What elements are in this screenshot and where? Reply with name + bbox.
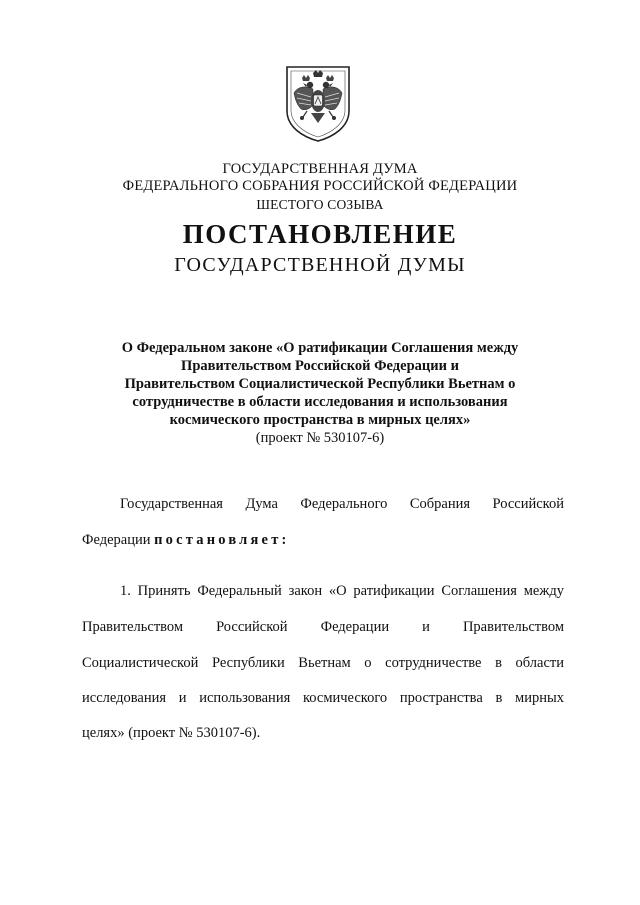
document-subject	[0, 339, 640, 447]
item-1-line: 1. Принять Федеральный закон «О ратификации Соглашения между	[120, 583, 564, 599]
document-type-subtitle: ГОСУДАРСТВЕННОЙ ДУМЫ	[174, 254, 466, 276]
russian-coat-of-arms-icon	[283, 63, 353, 143]
subject-line: Правительством Социалистической Республики Вьетнам о	[124, 376, 516, 392]
item-1-paragraph-cont	[82, 689, 564, 707]
resolves-keyword: постановляет:	[154, 532, 290, 548]
preamble-paragraph	[82, 495, 564, 513]
subject-line: О Федеральном законе «О ратификации Соглашения между	[121, 340, 519, 356]
item-1-paragraph-cont	[82, 724, 564, 742]
preamble-line: Государственная Дума Федерального Собрания Российской	[120, 496, 564, 512]
preamble-federation: Федерации	[82, 532, 151, 548]
subject-line: сотрудничестве в области исследования и использования	[132, 394, 508, 410]
convocation: ШЕСТОГО СОЗЫВА	[256, 197, 384, 212]
subject-line: космического пространства в мирных целях»	[169, 412, 471, 428]
project-number: (проект № 530107-6)	[255, 430, 385, 446]
issuing-body-full-name: ФЕДЕРАЛЬНОГО СОБРАНИЯ РОССИЙСКОЙ ФЕДЕРАЦИИ	[122, 178, 518, 194]
issuing-body-name: ГОСУДАРСТВЕННАЯ ДУМА	[222, 161, 418, 177]
preamble-paragraph-cont	[82, 531, 564, 549]
item-1-line: исследования и использования космического пространства в мирных	[82, 690, 564, 706]
item-1-paragraph-cont	[82, 654, 564, 672]
item-1-line: целях» (проект № 530107-6).	[82, 725, 261, 741]
item-1-line: Правительством Российской Федерации и Правительством	[82, 619, 564, 635]
subject-line: Правительством Российской Федерации и	[181, 358, 459, 374]
document-type-title: ПОСТАНОВЛЕНИЕ	[182, 219, 458, 249]
item-1-paragraph-cont	[82, 618, 564, 636]
preamble-line	[82, 531, 564, 549]
item-1-line: Социалистической Республики Вьетнам о сотрудничестве в области	[82, 655, 564, 671]
item-1-paragraph	[82, 582, 564, 600]
